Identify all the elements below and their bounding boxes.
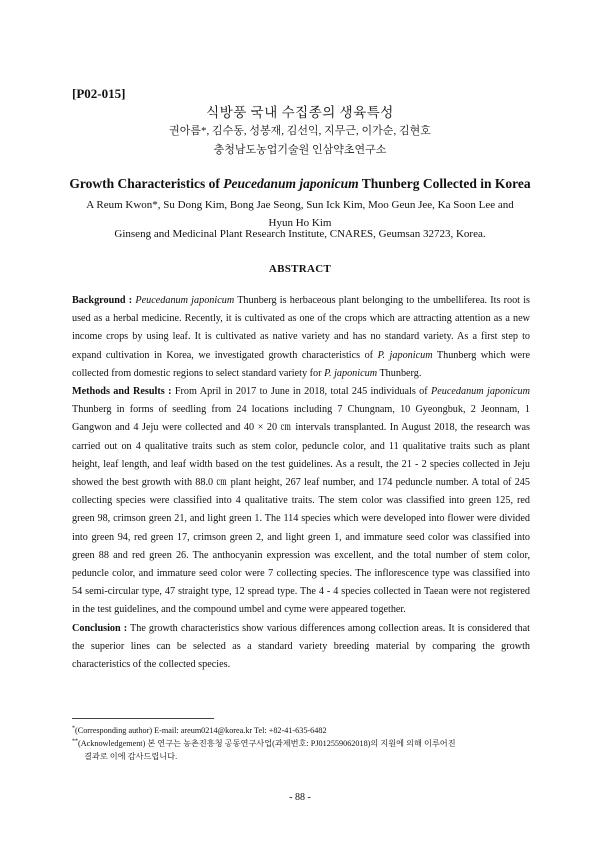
abstract-code: [P02-015] <box>72 86 126 101</box>
english-authors: A Reum Kwon*, Su Dong Kim, Bong Jae Seong, Sun Ick Kim, Moo Geun Jee, Ka Soon Lee and Hyun Ho Kim <box>86 199 514 229</box>
footnote-rule <box>72 718 214 719</box>
english-title: Growth Characteristics of Peucedanum japonicum Thunberg Collected in Korea <box>69 176 531 191</box>
english-affiliation: Ginseng and Medicinal Plant Research Institute, CNARES, Geumsan 32723, Korea. <box>114 228 486 240</box>
korean-affiliation: 충청남도농업기술원 인삼약초연구소 <box>213 144 387 156</box>
abstract-heading: ABSTRACT <box>268 263 332 275</box>
abstract-body <box>72 292 530 674</box>
korean-authors: 권아름*, 김수동, 성봉재, 김선익, 지무근, 이가순, 김현호 <box>169 125 431 137</box>
page-number: - 88 - <box>289 792 311 803</box>
korean-title: 식방풍 국내 수집종의 생육특성 <box>206 105 394 120</box>
title-species: Peucedanum japonicum <box>223 176 359 191</box>
background-paragraph: Background : Peucedanum japonicum Thunberg is herbaceous plant belonging to the umbelliferea. Its root is used as a herbal medicine. Recently, it is cultivated as one of the crops which are attracting attention as a new income crops by using leaf. It is cultivated as native variety and has no standard variety. As a first step to expand cultivation in Korea, we investigated growth characteristics of P. japonicum Thunberg which were collected from domestic regions to select standard variety for P. japonicum Thunberg. <box>72 295 530 379</box>
methods-paragraph: Methods and Results : From April in 2017 to June in 2018, total 245 individuals of Peucedanum japonicum Thunberg in forms of seedling from 24 locations including 7 Chungnam, 10 Gyeongbuk, 2 Jeonnam, 1 Gangwon and 4 Jeju were collected and 40 × 20 ㎝ intervals transplanted. In August 2018, the research was carried out on 4 qualitative traits such as stem color, peduncle color, and 11 qualitative traits such as plant height, leaf length, and leaf width based on the test guidelines. As a result, the 21 - 2 species collected in Jeju showed the best growth with 88.0 ㎝ plant height, 267 leaf number, and 174 peduncle number. A total of 245 collecting species were classified into 4 qualitative traits. The stem color was classified into green 125, red green 98, crimson green 21, and light green 1. The 114 species which were developed into flower were divided into green 94, red green 17, crimson green 2, and light green 1, and immature seed color was classified into green 88 and red green 26. The anthocyanin expression was excellent, and the total number of stem color, peduncle color, and immature seed color were 7 collecting species. The inflorescence type was classified into 54 semi-circular type, 47 straight type, 12 spread type. The 4 - 4 species collected in Taean were not registered in the test guidelines, and the compound umbel and cyme were appeared together. <box>72 386 530 616</box>
conclusion-paragraph: Conclusion : The growth characteristics show various differences among collection areas. It is considered that the superior lines can be selected as a standard variety breeding material by comparing the growth characteristics of the collected species. <box>72 622 530 671</box>
footnote-acknowledgement: **(Acknowledgement) 본 연구는 농촌진흥청 공동연구사업(과제번호: PJ012559062018)의 지원에 의해 이루어진 결과로 이에 감사드립니다. <box>72 738 456 761</box>
footnote-corresponding: *(Corresponding author) E-mail: areum0214@korea.kr Tel: +82-41-635-6482 <box>72 725 327 735</box>
